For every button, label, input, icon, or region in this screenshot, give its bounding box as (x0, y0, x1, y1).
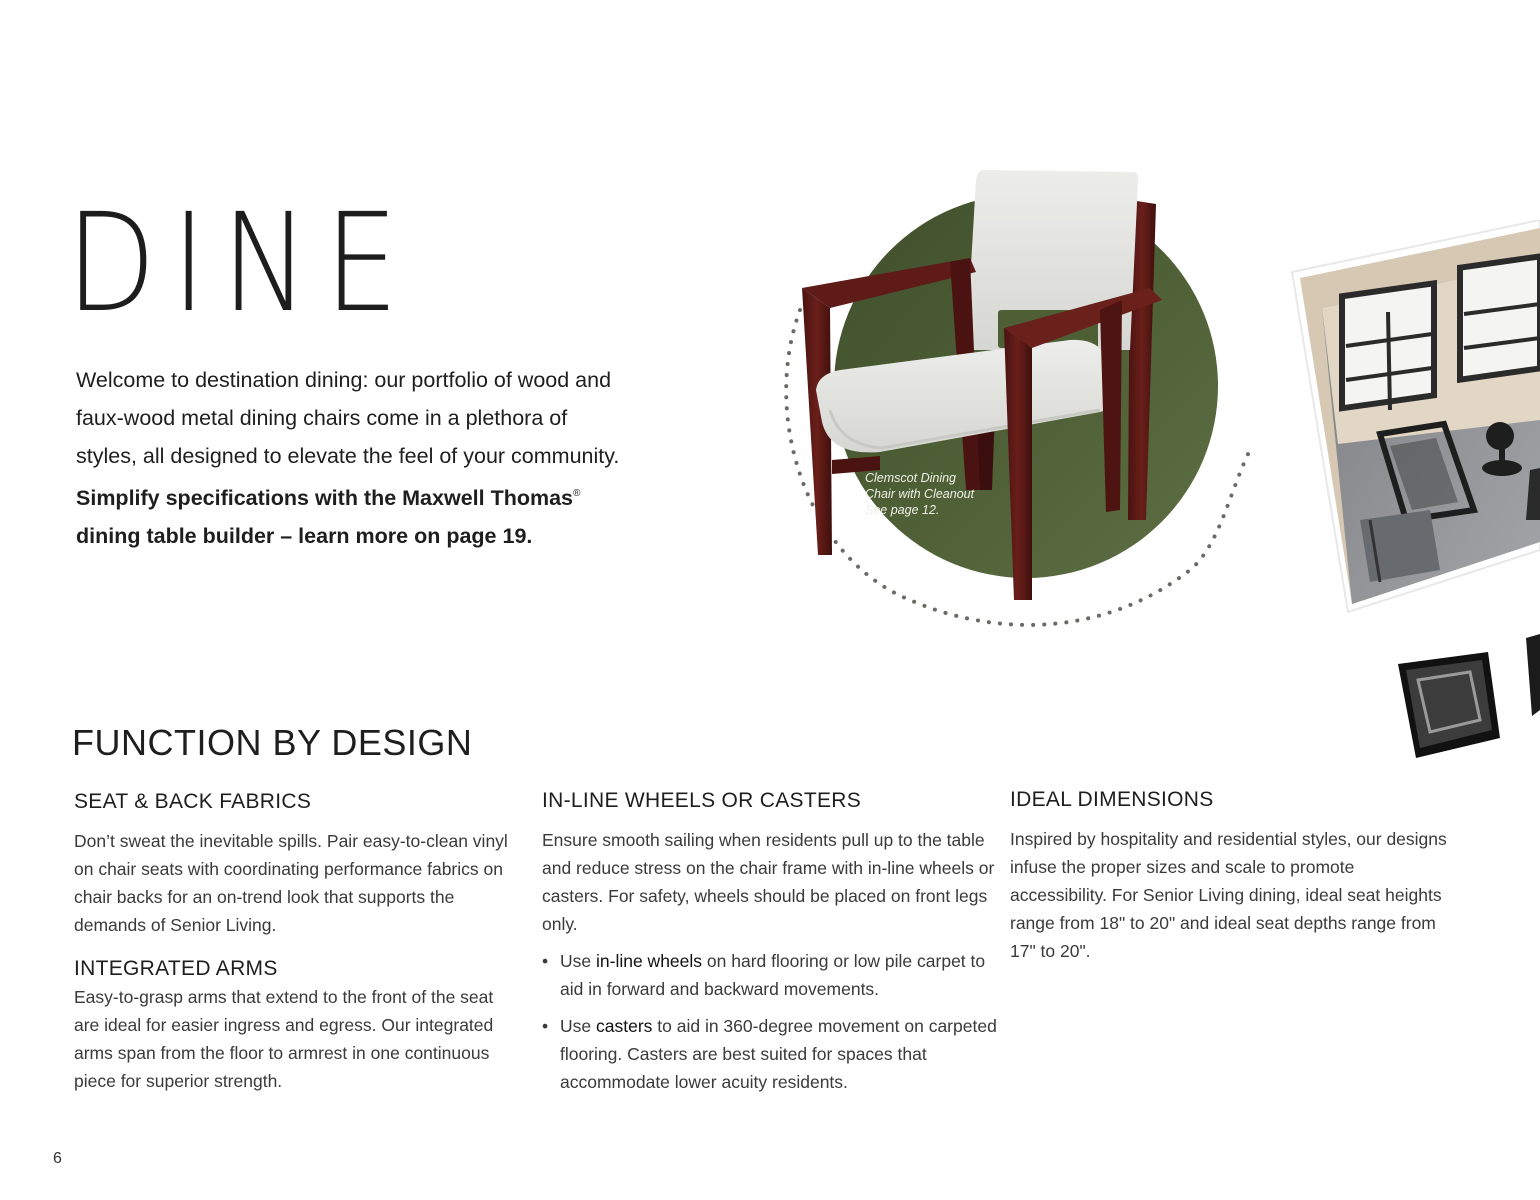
chair-caption-line3: See page 12. (865, 503, 940, 517)
bullet: • (542, 951, 549, 971)
bullet1-text-post: on hard flooring or low pile carpet to aid in forward and backward movements. (560, 951, 986, 999)
heading-ideal-dimensions: IDEAL DIMENSIONS (1010, 788, 1214, 811)
chair-caption-line1: Clemscot Dining (865, 471, 957, 485)
bullet1-text-pre: Use (560, 951, 592, 971)
registered-mark: ® (573, 488, 581, 500)
body-wheels-casters: Ensure smooth sailing when residents pull up to the table and reduce stress on the chair frame with in-line wheels or casters. For safety, wheels should be placed on front legs only. (542, 830, 995, 934)
intro-paragraph (76, 362, 621, 556)
intro-bold-text-1: Simplify specifications with the Maxwell Thomas (76, 486, 573, 511)
chair-feature-image (770, 160, 1250, 650)
bullet2-bold: casters (596, 1016, 653, 1036)
chair-caption (865, 470, 1005, 518)
list-item (542, 1012, 1002, 1096)
bullet2-text-pre: Use (560, 1016, 592, 1036)
page-title: DINE (66, 185, 414, 343)
heading-seat-back-fabrics: SEAT & BACK FABRICS (74, 790, 312, 813)
wheels-casters-list (542, 947, 1002, 1096)
chair-caption-line2: Chair with Cleanout (865, 487, 975, 501)
section-title: FUNCTION BY DESIGN (72, 722, 473, 763)
room-photo-small-2 (1526, 634, 1540, 716)
bullet2-text-post: to aid in 360-degree movement on carpeted flooring. Casters are best suited for spaces that accommodate lower acuity residents. (560, 1016, 997, 1092)
column-dimensions (1010, 788, 1455, 965)
dining-room-render (1230, 220, 1540, 780)
room-photo-main (1292, 220, 1540, 612)
body-integrated-arms: Easy-to-grasp arms that extend to the front of the seat are ideal for easier ingress and egress. Our integrated arms span from the floor to armrest in one continuous piece for superior strength. (74, 987, 494, 1091)
intro-bold-text-2: dining table builder – learn more on page 19. (76, 524, 533, 549)
body-ideal-dimensions: Inspired by hospitality and residential styles, our designs infuse the proper sizes and scale to promote accessibility. For Senior Living dining, ideal seat heights range from 18" to 20" and ideal seat depths range from 17" to 20". (1010, 829, 1447, 961)
intro-text: Welcome to destination dining: our portfolio of wood and faux-wood metal dining chairs come in a plethora of styles, all designed to elevate the feel of your community. (76, 368, 620, 468)
column-fabrics-arms (74, 790, 519, 1095)
room-photo-small-1 (1398, 652, 1500, 758)
heading-integrated-arms: INTEGRATED ARMS (74, 957, 278, 980)
list-item (542, 947, 1002, 1003)
page-number: 6 (53, 1150, 62, 1167)
body-seat-back-fabrics: Don’t sweat the inevitable spills. Pair easy-to-clean vinyl on chair seats with coordinating performance fabrics on chair backs for an on-trend look that supports the demands of Senior Living. (74, 831, 508, 935)
heading-wheels-casters: IN-LINE WHEELS OR CASTERS (542, 789, 862, 812)
bullet: • (542, 1016, 549, 1036)
column-wheels-casters (542, 789, 1002, 1105)
bullet1-bold: in-line wheels (596, 951, 703, 971)
